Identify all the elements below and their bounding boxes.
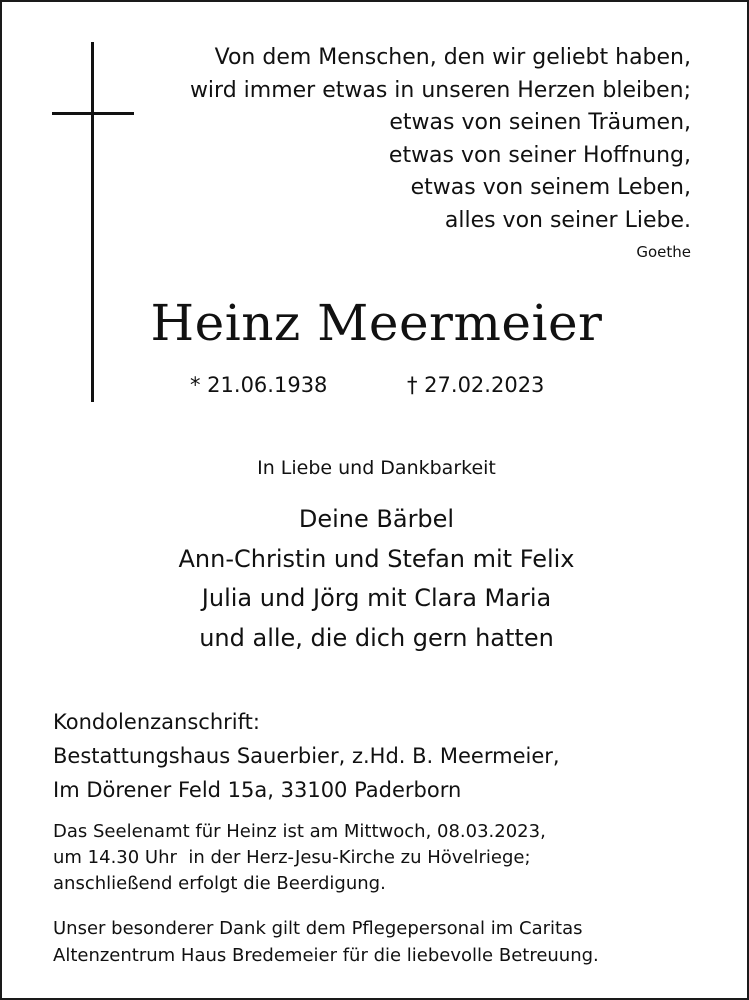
- thanks-line: Altenzentrum Haus Bredemeier für die liebevolle Betreuung.: [53, 945, 599, 966]
- poem-author: Goethe: [636, 243, 691, 261]
- family-member: und alle, die dich gern hatten: [199, 623, 554, 652]
- poem: [190, 42, 691, 267]
- cross-icon-bar: [52, 112, 134, 115]
- condolence-line: Im Dörener Feld 15a, 33100 Paderborn: [53, 778, 462, 802]
- deceased-name: Heinz Meermeier: [150, 294, 603, 352]
- condolence-label: Kondolenzanschrift:: [53, 710, 260, 734]
- family-list: [2, 500, 749, 658]
- poem-line: alles von seiner Liebe.: [444, 207, 691, 233]
- service-line: Das Seelenamt für Heinz ist am Mittwoch, 08.03.2023,: [53, 821, 546, 842]
- poem-line: etwas von seiner Hoffnung,: [388, 142, 691, 168]
- poem-line: wird immer etwas in unseren Herzen bleiben;: [189, 77, 691, 103]
- family-member: Deine Bärbel: [298, 505, 455, 533]
- death-date: † 27.02.2023: [407, 373, 545, 397]
- poem-line: etwas von seinen Träumen,: [389, 110, 691, 135]
- service-line: anschließend erfolgt die Beerdigung.: [53, 873, 386, 894]
- condolence-line: Bestattungshaus Sauerbier, z.Hd. B. Meermeier,: [53, 744, 560, 768]
- thanks-note: [53, 915, 599, 969]
- family-member: Julia und Jörg mit Clara Maria: [201, 584, 552, 612]
- service-info: [53, 819, 546, 897]
- thanks-line: Unser besonderer Dank gilt dem Pflegepersonal im Caritas: [53, 918, 583, 939]
- condolence-address: [53, 705, 560, 807]
- closing-phrase: In Liebe und Dankbarkeit: [257, 457, 496, 479]
- family-member: Ann-Christin und Stefan mit Felix: [178, 544, 575, 573]
- poem-line: etwas von seinem Leben,: [410, 175, 691, 200]
- birth-date: * 21.06.1938: [190, 373, 328, 397]
- poem-line: Von dem Menschen, den wir geliebt haben,: [214, 45, 691, 70]
- service-line: um 14.30 Uhr in der Herz-Jesu-Kirche zu Hövelriege;: [53, 847, 531, 868]
